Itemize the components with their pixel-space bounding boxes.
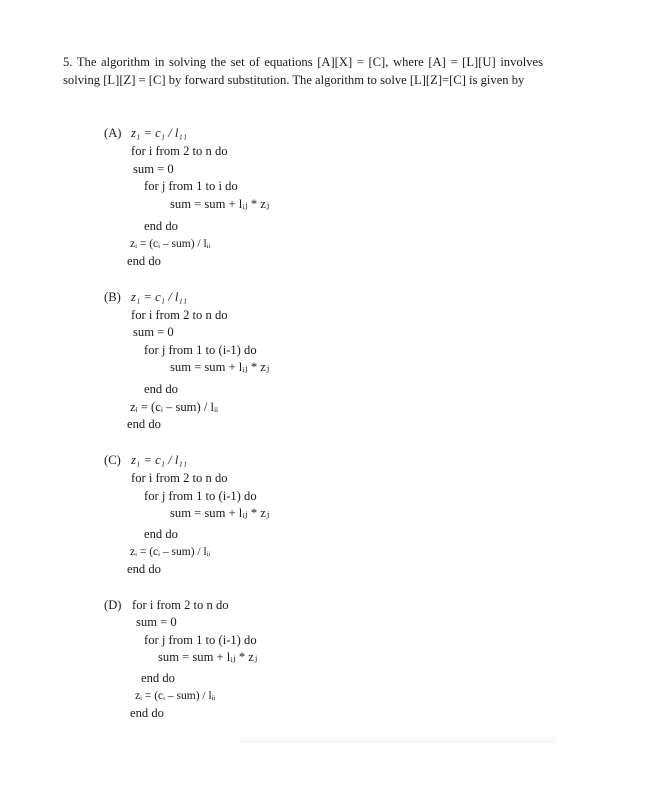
option-c-end-outer: end do <box>127 562 161 576</box>
option-a-for-j: for j from 1 to i do <box>144 179 238 193</box>
option-b-sum-update: sum = sum + lᵢⱼ * zⱼ <box>170 360 270 374</box>
option-a-init: z₁ = c₁ / l₁₁ <box>131 126 188 140</box>
option-d-end-inner: end do <box>141 671 175 685</box>
question-body: The algorithm in solving the set of equations [A][X] = [C], where [A] = [L][U] involves solving [L][Z] = [C] by forward substitution. The algorithm to solve [L][Z]=[C] is given by <box>63 55 543 87</box>
option-b-for-i: for i from 2 to n do <box>131 308 228 322</box>
option-c-for-i: for i from 2 to n do <box>131 471 228 485</box>
option-b-for-j: for j from 1 to (i-1) do <box>144 343 257 357</box>
option-c-end-inner: end do <box>144 527 178 541</box>
option-d-for-i: for i from 2 to n do <box>132 598 229 612</box>
option-a-label: (A) <box>104 126 122 140</box>
option-a-end-inner: end do <box>144 219 178 233</box>
option-c-label: (C) <box>104 453 121 467</box>
option-a-assign: zᵢ = (cᵢ – sum) / lᵢᵢ <box>130 238 211 250</box>
option-c-assign: zᵢ = (cᵢ – sum) / lᵢᵢ <box>130 546 211 558</box>
option-c-sum-update: sum = sum + lᵢⱼ * zⱼ <box>170 506 270 520</box>
option-b-end-inner: end do <box>144 382 178 396</box>
question-text <box>63 54 543 89</box>
option-a-for-i: for i from 2 to n do <box>131 144 228 158</box>
bottom-shade <box>240 735 556 743</box>
option-b-sum-init: sum = 0 <box>133 325 174 339</box>
option-d-end-outer: end do <box>130 706 164 720</box>
option-a-sum-init: sum = 0 <box>133 162 174 176</box>
option-b-assign: zᵢ = (cᵢ – sum) / lᵢᵢ <box>130 400 219 414</box>
option-d-sum-update: sum = sum + lᵢⱼ * zⱼ <box>158 650 258 664</box>
option-a-end-outer: end do <box>127 254 161 268</box>
option-b-init: z₁ = c₁ / l₁₁ <box>131 290 188 304</box>
option-a-sum-update: sum = sum + lᵢⱼ * zⱼ <box>170 197 270 211</box>
option-b-end-outer: end do <box>127 417 161 431</box>
option-d-label: (D) <box>104 598 122 612</box>
option-d-for-j: for j from 1 to (i-1) do <box>144 633 257 647</box>
option-d-sum-init: sum = 0 <box>136 615 177 629</box>
option-b-label: (B) <box>104 290 121 304</box>
question-number: 5. <box>63 55 73 69</box>
option-c-for-j: for j from 1 to (i-1) do <box>144 489 257 503</box>
option-c-init: z₁ = c₁ / l₁₁ <box>131 453 188 467</box>
option-d-assign: zᵢ = (cᵢ – sum) / lᵢᵢ <box>135 690 216 702</box>
